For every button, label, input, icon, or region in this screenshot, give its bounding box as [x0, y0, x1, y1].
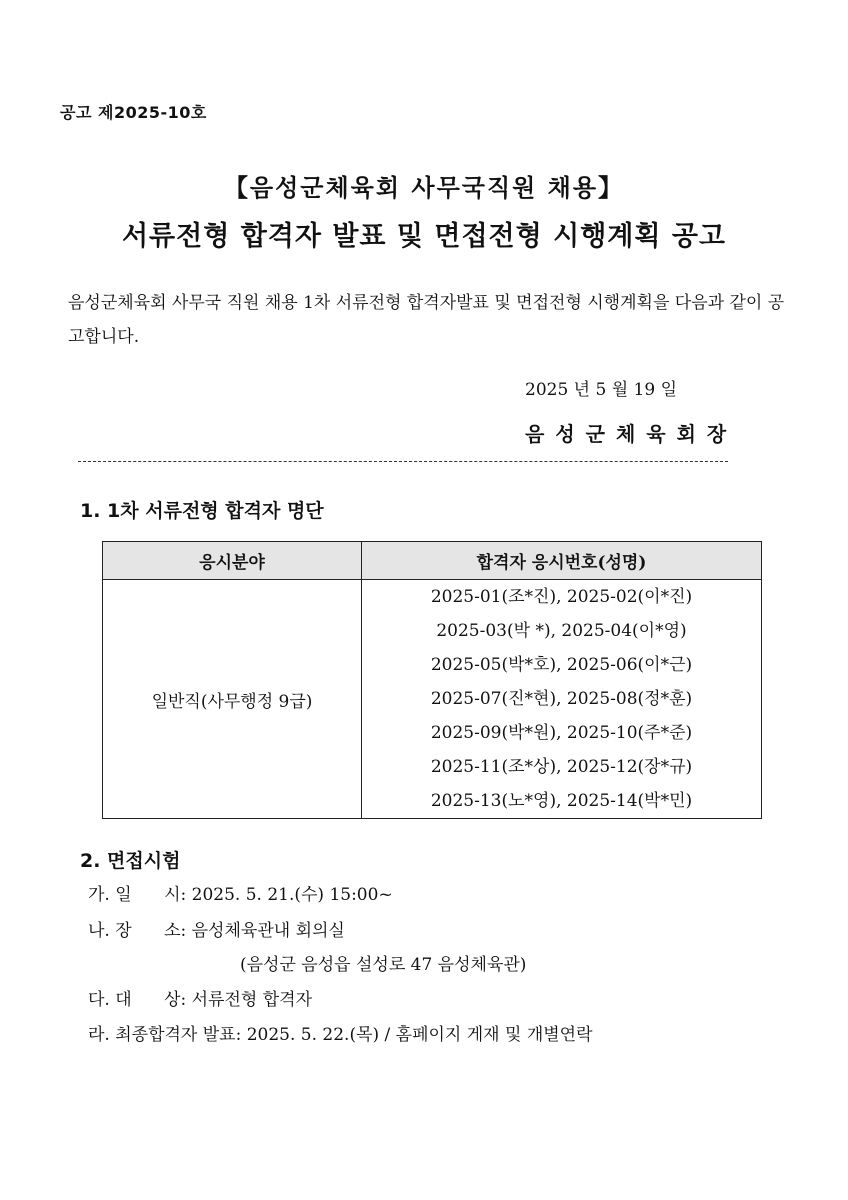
announcement-date: 2025 년 5 월 19 일: [525, 380, 677, 400]
divider: [78, 461, 728, 462]
section-2-heading: 2. 면접시험: [80, 850, 181, 872]
passer-line: 2025-11(조*상), 2025-12(장*규): [430, 757, 693, 777]
field-cell: 일반직(사무행정 9급): [103, 580, 362, 819]
passers-table: [102, 541, 762, 819]
title-line-2: 서류전형 합격자 발표 및 면접전형 시행계획 공고: [121, 221, 727, 252]
notice-number: 공고 제2025-10호: [60, 103, 207, 122]
table-row: [103, 580, 762, 819]
passer-line: 2025-03(박 *), 2025-04(이*영): [436, 621, 687, 641]
final-announcement: 라. 최종합격자 발표: 2025. 5. 22.(목) / 홈페이지 게재 및 개별연락: [88, 1025, 593, 1045]
passer-line: 2025-01(조*진), 2025-02(이*진): [430, 587, 693, 607]
passers-cell: [362, 580, 762, 819]
header-passers: 합격자 응시번호(성명): [362, 542, 762, 580]
interview-place-address: (음성군 음성읍 설성로 47 음성체육관): [240, 955, 527, 975]
title-line-1: 【음성군체육회 사무국직원 채용】: [223, 174, 625, 202]
header-field: 응시분야: [103, 542, 362, 580]
passer-line: 2025-09(박*원), 2025-10(주*준): [430, 723, 693, 743]
section-1-heading: 1. 1차 서류전형 합격자 명단: [80, 500, 324, 522]
interview-place: 나. 장 소: 음성체육관내 회의실: [88, 921, 345, 941]
interview-target: 다. 대 상: 서류전형 합격자: [88, 990, 312, 1010]
interview-datetime: 가. 일 시: 2025. 5. 21.(수) 15:00~: [88, 885, 393, 905]
passer-line: 2025-07(진*현), 2025-08(정*훈): [430, 689, 693, 709]
table-header-row: [103, 542, 762, 580]
issuer: 음성군체육회장: [525, 422, 738, 446]
intro-paragraph: 음성군체육회 사무국 직원 채용 1차 서류전형 합격자발표 및 면접전형 시행계획을 다음과 같이 공고합니다.: [68, 293, 785, 347]
passer-line: 2025-13(노*영), 2025-14(박*민): [430, 791, 693, 811]
passer-line: 2025-05(박*호), 2025-06(이*근): [430, 655, 693, 675]
